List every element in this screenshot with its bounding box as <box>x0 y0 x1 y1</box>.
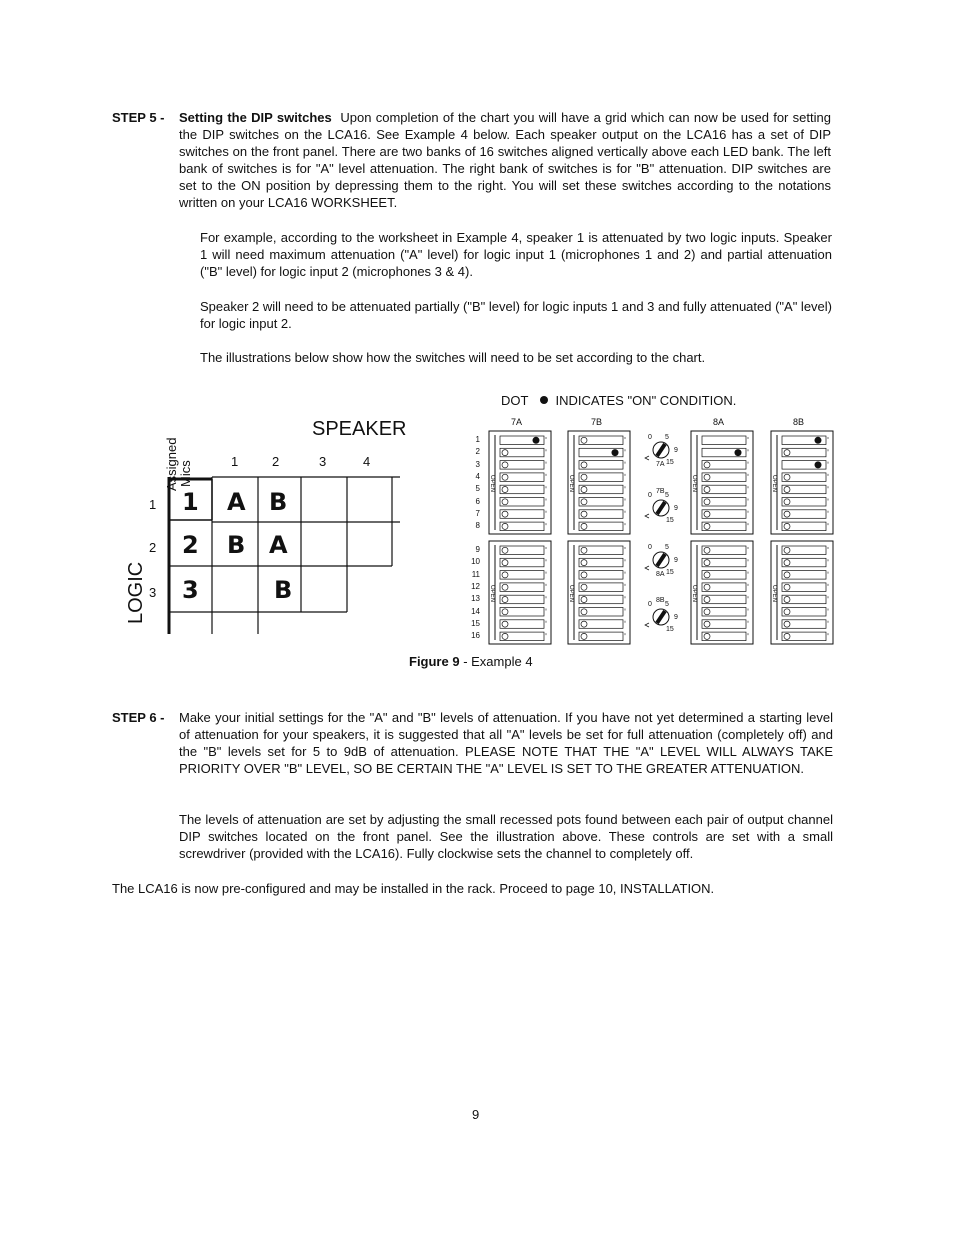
open-label: OPEN <box>691 584 698 603</box>
off-circle-icon <box>704 560 710 566</box>
pot-tick-9: 9 <box>674 614 678 621</box>
off-circle-icon <box>502 462 508 468</box>
off-circle-icon <box>784 633 790 639</box>
dip-legend-dot-word: DOT <box>501 393 529 408</box>
dip-row-number: 5 <box>475 484 480 494</box>
dip-row-number: 6 <box>475 496 480 506</box>
mic-cell-row1: 1 <box>182 488 199 516</box>
dip-row-number: 1 <box>475 435 480 444</box>
pot-label: 8B <box>656 597 665 604</box>
pot-tick-9: 9 <box>674 447 678 454</box>
step5-title: Setting the DIP switches <box>179 110 332 125</box>
pot-tick-5: 5 <box>665 434 669 441</box>
off-circle-icon <box>581 609 587 615</box>
open-label: OPEN <box>568 584 575 603</box>
bank-label-7a: 7A <box>511 417 523 427</box>
off-circle-icon <box>704 572 710 578</box>
off-circle-icon <box>502 511 508 517</box>
step6-paragraph-2: The levels of attenuation are set by adjusting the small recessed pots found between each pair of output channel DIP switches located on the front panel. See the illustration above. These controls are set with a small screwdriver (provided with the LCA16). Fully clockwise sets the channel to completely off. <box>179 812 833 861</box>
off-circle-icon <box>581 547 587 553</box>
off-circle-icon <box>581 584 587 590</box>
off-circle-icon <box>704 523 710 529</box>
off-circle-icon <box>502 487 508 493</box>
open-label: OPEN <box>489 584 496 603</box>
on-dot-icon <box>612 449 619 456</box>
off-circle-icon <box>704 597 710 603</box>
off-circle-icon <box>581 511 587 517</box>
step6-body: Make your initial settings for the "A" and "B" levels of attenuation. If you have not yet determined a starting level of attenuation for your speakers, it is suggested that all "A" levels be set for full attenuation (completely off) and the "B" levels set for 5 to 9dB of attenuation. PLEASE NOTE THAT THE "A" LEVEL WILL ALWAYS TAKE PRIORITY OVER "B" LEVEL, SO BE CERTAIN THE "A" LEVEL IS SET TO THE GREATER ATTENUATION. <box>179 710 833 776</box>
on-dot-icon <box>815 461 822 468</box>
pot-tick-5: 5 <box>665 601 669 608</box>
off-circle-icon <box>502 584 508 590</box>
off-circle-icon <box>502 572 508 578</box>
step5-example-p3: The illustrations below show how the switches will need to be set according to the chart. <box>200 350 706 365</box>
off-circle-icon <box>581 499 587 505</box>
off-circle-icon <box>784 523 790 529</box>
pot-tick-0: 0 <box>648 544 652 551</box>
speaker1-cell-row2: B <box>227 531 246 559</box>
bank-label-7b: 7B <box>591 417 603 427</box>
off-circle-icon <box>704 511 710 517</box>
step5-example-p2: Speaker 2 will need to be attenuated partially ("B" level) for logic inputs 1 and 3 and fully attenuated ("A" level) for logic input 2. <box>200 299 832 331</box>
off-circle-icon <box>704 584 710 590</box>
step6-label: STEP 6 - <box>112 710 165 725</box>
page-number: 9 <box>472 1107 480 1122</box>
off-circle-icon <box>784 621 790 627</box>
off-circle-icon <box>581 633 587 639</box>
pot-tick-5: 5 <box>665 544 669 551</box>
dip-row-number: 16 <box>471 631 480 641</box>
off-circle-icon <box>704 499 710 505</box>
off-circle-icon <box>581 597 587 603</box>
pot-arrow-icon <box>645 456 649 460</box>
off-circle-icon <box>502 450 508 456</box>
dip-row-number: 3 <box>475 459 480 469</box>
on-dot-icon <box>735 449 742 456</box>
speaker-number-1: 1 <box>231 454 239 469</box>
off-circle-icon <box>581 523 587 529</box>
dip-row-number: 11 <box>471 569 480 579</box>
pot-label: 8A <box>656 571 665 578</box>
dip-row-number: 7 <box>475 508 480 518</box>
speaker-number-2: 2 <box>272 454 280 469</box>
off-circle-icon <box>581 621 587 627</box>
pot-label: 7A <box>656 461 665 468</box>
off-circle-icon <box>581 437 587 443</box>
dip-row-number: 9 <box>475 545 480 554</box>
pot-tick-15: 15 <box>666 517 674 524</box>
pot-tick-15: 15 <box>666 459 674 466</box>
logic-number-2: 2 <box>149 540 157 555</box>
off-circle-icon <box>784 487 790 493</box>
off-circle-icon <box>784 499 790 505</box>
speaker-number-4: 4 <box>363 454 371 469</box>
on-dot-icon <box>815 437 822 444</box>
off-circle-icon <box>784 450 790 456</box>
pot-label: 7B <box>656 488 665 495</box>
speaker1-cell-row1: A <box>227 488 246 516</box>
off-circle-icon <box>784 547 790 553</box>
dip-switch-slot <box>702 436 746 445</box>
off-circle-icon <box>502 560 508 566</box>
step5-label: STEP 5 - <box>112 110 165 125</box>
mic-cell-row3: 3 <box>182 576 199 604</box>
pot-arrow-icon <box>645 514 649 518</box>
logic-number-3: 3 <box>149 585 157 600</box>
assigned-label: Assigned <box>164 437 179 491</box>
step5-body: Upon completion of the chart you will have a grid which can now be used for setting the DIP switches on the LCA16. See Example 4 below. Each speaker output on the LCA16 has a set of DIP switches on the front panel. There are two banks of 16 switches aligned vertically above each LED bank. The left bank of switches is for "A" level attenuation. The right bank of switches is for "B" attenuation. DIP switches are set to the ON position by depressing them to the right. You will set these switches according to the notations written on your LCA16 WORKSHEET. <box>179 110 831 210</box>
open-label: OPEN <box>568 474 575 493</box>
speaker2-cell-row1: B <box>269 488 288 516</box>
dip-row-number: 4 <box>475 471 480 481</box>
off-circle-icon <box>581 474 587 480</box>
pot-tick-15: 15 <box>666 626 674 633</box>
off-circle-icon <box>502 597 508 603</box>
step5-example-p1: For example, according to the worksheet in Example 4, speaker 1 is attenuated by two logic inputs. Speaker 1 will need maximum attenuation ("A" level) for logic input 1 (microphones 1 and 2) and partial attenuation ("B" level) for logic input 2 (microphones 3 & 4). <box>200 230 832 279</box>
open-label: OPEN <box>691 474 698 493</box>
off-circle-icon <box>704 633 710 639</box>
pot-tick-5: 5 <box>665 492 669 499</box>
logic-number-1: 1 <box>149 497 157 512</box>
mic-cell-row2: 2 <box>182 531 199 559</box>
open-label: OPEN <box>771 584 778 603</box>
off-circle-icon <box>784 474 790 480</box>
off-circle-icon <box>704 547 710 553</box>
dip-row-number: 12 <box>471 581 480 591</box>
off-circle-icon <box>704 462 710 468</box>
off-circle-icon <box>581 487 587 493</box>
pot-tick-9: 9 <box>674 505 678 512</box>
dip-row-number: 14 <box>471 606 480 616</box>
final-paragraph: The LCA16 is now pre-configured and may be installed in the rack. Proceed to page 10, INSTALLATION. <box>112 881 715 896</box>
speaker2-cell-row2: A <box>269 531 288 559</box>
off-circle-icon <box>581 560 587 566</box>
on-dot-icon <box>533 437 540 444</box>
dip-row-number: 2 <box>475 447 480 457</box>
off-circle-icon <box>784 609 790 615</box>
pot-tick-0: 0 <box>648 601 652 608</box>
open-label: OPEN <box>771 474 778 493</box>
off-circle-icon <box>704 487 710 493</box>
dip-row-number: 8 <box>475 521 480 531</box>
figure-caption <box>409 653 533 670</box>
dip-row-number: 10 <box>471 557 480 567</box>
logic-heading: LOGIC <box>125 561 147 624</box>
off-circle-icon <box>704 474 710 480</box>
off-circle-icon <box>502 633 508 639</box>
dip-row-number: 13 <box>471 594 480 604</box>
figure-caption-text: - Example 4 <box>459 654 533 669</box>
off-circle-icon <box>784 560 790 566</box>
mics-label: Mics <box>178 460 193 487</box>
dip-row-number: 15 <box>471 618 480 628</box>
bank-label-8a: 8A <box>713 417 725 427</box>
off-circle-icon <box>784 572 790 578</box>
pot-arrow-icon <box>645 566 649 570</box>
pot-tick-15: 15 <box>666 569 674 576</box>
off-circle-icon <box>784 584 790 590</box>
off-circle-icon <box>581 572 587 578</box>
off-circle-icon <box>784 511 790 517</box>
pot-arrow-icon <box>645 623 649 627</box>
pot-tick-0: 0 <box>648 492 652 499</box>
open-label: OPEN <box>489 474 496 493</box>
pot-tick-9: 9 <box>674 557 678 564</box>
speaker-number-3: 3 <box>319 454 327 469</box>
off-circle-icon <box>502 547 508 553</box>
off-circle-icon <box>502 609 508 615</box>
figure-label: Figure 9 <box>409 654 460 669</box>
off-circle-icon <box>502 523 508 529</box>
off-circle-icon <box>502 621 508 627</box>
off-circle-icon <box>784 597 790 603</box>
off-circle-icon <box>704 609 710 615</box>
speaker2-cell-row3: B <box>274 576 293 604</box>
dip-legend-text: INDICATES "ON" CONDITION. <box>555 393 737 408</box>
pot-tick-0: 0 <box>648 434 652 441</box>
off-circle-icon <box>502 499 508 505</box>
off-circle-icon <box>704 621 710 627</box>
bank-label-8b: 8B <box>793 417 805 427</box>
off-circle-icon <box>502 474 508 480</box>
off-circle-icon <box>581 462 587 468</box>
speaker-heading: SPEAKER <box>312 418 407 440</box>
